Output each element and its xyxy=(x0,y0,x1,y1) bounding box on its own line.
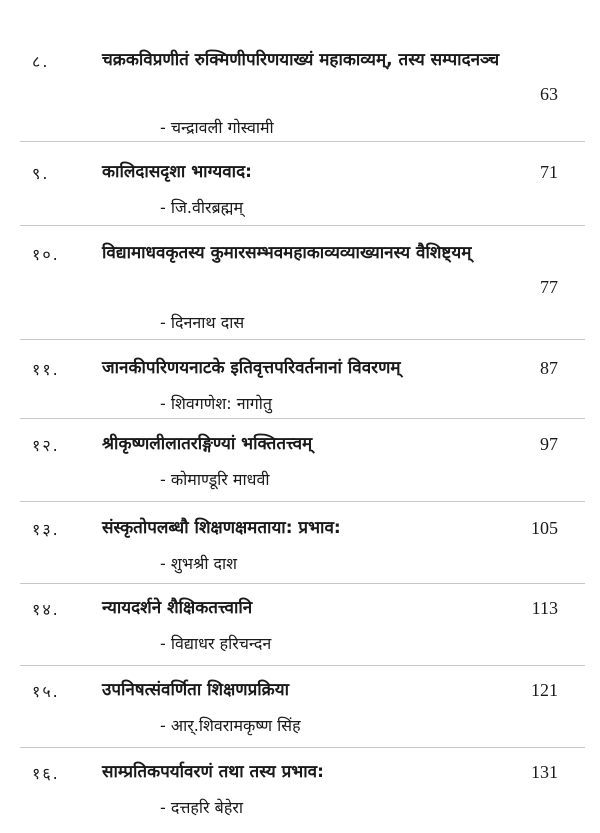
entry-number: १२. xyxy=(32,436,60,455)
entry-number: ९. xyxy=(32,164,50,183)
divider xyxy=(20,339,585,340)
entry-number: ११. xyxy=(32,360,60,379)
entry-author: - शुभश्री दाश xyxy=(160,554,238,573)
entry-page-number: 121 xyxy=(531,680,558,700)
entry-author: - आर्.शिवरामकृष्ण सिंह xyxy=(160,716,301,735)
entry-author: - कोमाण्डूरि माधवी xyxy=(160,470,270,489)
entry-title: चक्रकविप्रणीतं रुक्मिणीपरिणयाख्यं महाकाव्यम्, तस्य सम्पादनञ्च xyxy=(102,50,500,70)
entry-number: १०. xyxy=(32,245,60,264)
entry-page-number: 77 xyxy=(540,277,558,297)
entry-title: विद्यामाधवकृतस्य कुमारसम्भवमहाकाव्यव्याख्यानस्य वैशिष्ट्यम् xyxy=(102,243,472,263)
divider xyxy=(20,141,585,142)
entry-page-number: 113 xyxy=(531,598,558,618)
entry-title: जानकीपरिणयनाटके इतिवृत्तपरिवर्तनानां विवरणम् xyxy=(102,358,401,378)
entry-number: १४. xyxy=(32,600,60,619)
entry-number: १६. xyxy=(32,764,60,783)
divider xyxy=(20,418,585,419)
entry-title: न्यायदर्शने शैक्षिकतत्त्वानि xyxy=(102,598,253,618)
divider xyxy=(20,501,585,502)
entry-number: १५. xyxy=(32,682,60,701)
entry-page-number: 87 xyxy=(540,358,558,378)
entry-title: साम्प्रतिकपर्यावरणं तथा तस्य प्रभाव: xyxy=(102,762,324,782)
entry-page-number: 63 xyxy=(540,84,558,104)
entry-author: - चन्द्रावली गोस्वामी xyxy=(160,118,274,137)
entry-page-number: 71 xyxy=(540,162,558,182)
entry-page-number: 97 xyxy=(540,434,558,454)
entry-author: - शिवगणेश: नागोतु xyxy=(160,394,273,413)
divider xyxy=(20,665,585,666)
divider xyxy=(20,747,585,748)
entry-author: - दिननाथ दास xyxy=(160,313,245,332)
entry-page-number: 131 xyxy=(531,762,558,782)
entry-author: - विद्याधर हरिचन्दन xyxy=(160,634,272,653)
divider xyxy=(20,583,585,584)
entry-title: उपनिषत्संवर्णिता शिक्षणप्रक्रिया xyxy=(102,680,289,700)
entry-page-number: 105 xyxy=(531,518,558,538)
entry-title: श्रीकृष्णलीलातरङ्गिण्यां भक्तितत्त्वम् xyxy=(102,434,313,454)
entry-title: संस्कृतोपलब्धौ शिक्षणक्षमताया: प्रभाव: xyxy=(102,518,341,538)
entry-title: कालिदासदृशा भाग्यवाद: xyxy=(102,162,252,182)
divider xyxy=(20,225,585,226)
entry-author: - जि.वीरब्रह्मम् xyxy=(160,198,244,217)
entry-number: १३. xyxy=(32,520,60,539)
entry-author: - दत्तहरि बेहेरा xyxy=(160,798,244,817)
entry-number: ८. xyxy=(32,52,50,71)
